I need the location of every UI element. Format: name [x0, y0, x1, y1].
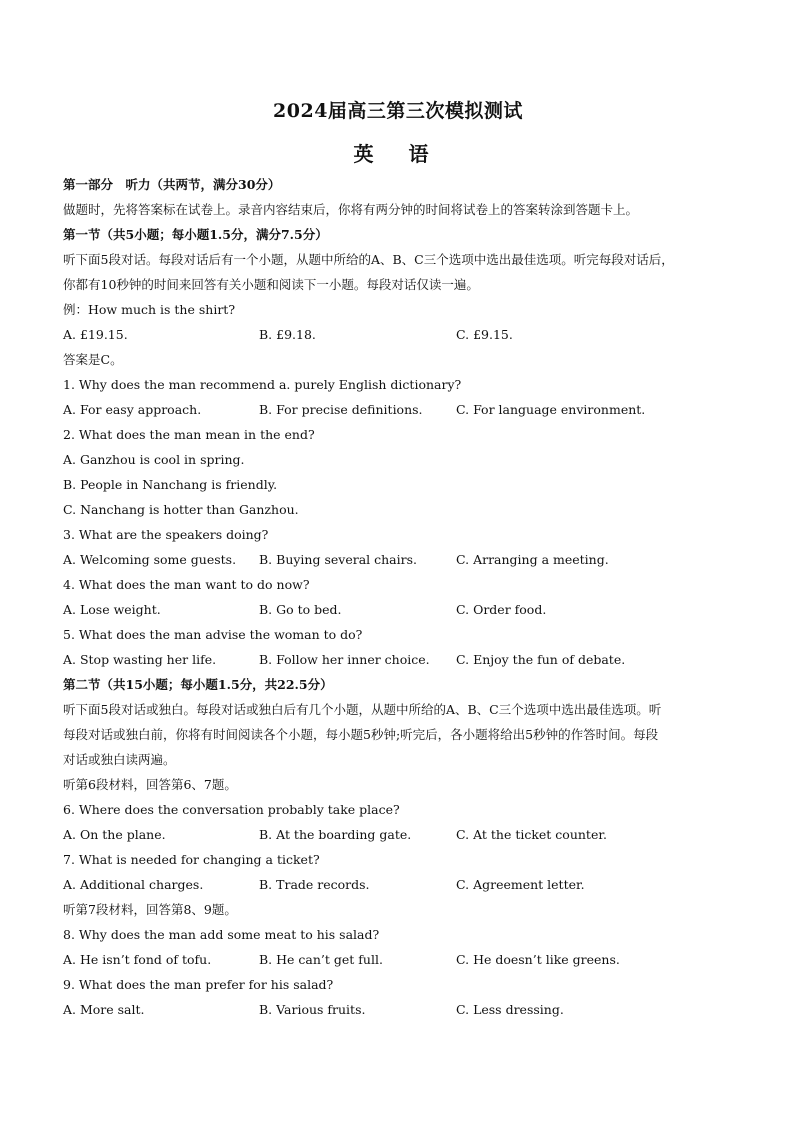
part1-heading: 第一部分 听力（共两节，满分30分） [63, 177, 281, 192]
option-b: B. People in Nanchang is friendly. [63, 477, 278, 492]
option-a: A. Welcoming some guests. [63, 552, 237, 567]
option-b: B. Trade records. [259, 877, 370, 892]
section2-heading: 第二节（共15小题；每小题1.5分，共22.5分） [63, 677, 333, 692]
question-7-options [63, 872, 733, 897]
option-b: B. He can’t get full. [259, 952, 383, 967]
example-option-b: B. £9.18. [259, 327, 316, 342]
question-4: 4. What does the man want to do now? [63, 577, 310, 592]
option-c: C. Less dressing. [456, 1002, 564, 1017]
example-question: 例：How much is the shirt? [63, 302, 236, 317]
question-6-options [63, 822, 733, 847]
option-b: B. Buying several chairs. [259, 552, 417, 567]
option-b: B. Various fruits. [259, 1002, 366, 1017]
question-5: 5. What does the man advise the woman to do? [63, 627, 363, 642]
option-a: A. Ganzhou is cool in spring. [63, 452, 245, 467]
section2-instructions-line3: 对话或独白读两遍。 [63, 752, 176, 767]
question-4-options [63, 597, 733, 622]
part1-instructions: 做题时，先将答案标在试卷上。录音内容结束后，你将有两分钟的时间将试卷上的答案转涂到答题卡上。 [63, 202, 639, 217]
exam-body [63, 172, 733, 1022]
section1-heading: 第一节（共5小题；每小题1.5分，满分7.5分） [63, 227, 328, 242]
question-7: 7. What is needed for changing a ticket? [63, 852, 320, 867]
question-6: 6. Where does the conversation probably take place? [63, 802, 400, 817]
example-answer: 答案是C。 [63, 352, 123, 367]
option-a: A. For easy approach. [63, 402, 202, 417]
question-1: 1. Why does the man recommend a. purely English dictionary? [63, 377, 462, 392]
question-1-options [63, 397, 733, 422]
option-a: A. More salt. [63, 1002, 145, 1017]
option-b: B. At the boarding gate. [259, 827, 412, 842]
exam-title: 2024届高三第三次模拟测试 [273, 100, 523, 122]
question-8-options [63, 947, 733, 972]
option-c: C. At the ticket counter. [456, 827, 607, 842]
option-a: A. On the plane. [63, 827, 166, 842]
question-5-options [63, 647, 733, 672]
option-b: B. For precise definitions. [259, 402, 423, 417]
example-options [63, 322, 733, 347]
section1-instructions-line1: 听下面5段对话。每段对话后有一个小题，从题中所给的A、B、C三个选项中选出最佳选项。听完每段对话后， [63, 252, 674, 267]
option-b: B. Follow her inner choice. [259, 652, 430, 667]
question-2: 2. What does the man mean in the end? [63, 427, 315, 442]
example-option-c: C. £9.15. [456, 327, 513, 342]
section2-instructions-line1: 听下面5段对话或独白。每段对话或独白后有几个小题，从题中所给的A、B、C三个选项中选出最佳选项。听 [63, 702, 662, 717]
question-9-options [63, 997, 733, 1022]
option-a: A. Stop wasting her life. [63, 652, 217, 667]
material-7-heading: 听第7段材料，回答第8、9题。 [63, 902, 237, 917]
question-3-options [63, 547, 733, 572]
question-3: 3. What are the speakers doing? [63, 527, 269, 542]
section2-instructions-line2: 每段对话或独白前，你将有时间阅读各个小题，每小题5秒钟;听完后，各小题将给出5秒钟的作答时间。每段 [63, 727, 659, 742]
option-c: C. Arranging a meeting. [456, 552, 609, 567]
exam-subject: 英 语 [353, 142, 443, 166]
option-a: A. Lose weight. [63, 602, 161, 617]
example-option-a: A. £19.15. [63, 327, 128, 342]
option-c: C. He doesn’t like greens. [456, 952, 620, 967]
option-c: C. Enjoy the fun of debate. [456, 652, 626, 667]
question-8: 8. Why does the man add some meat to his salad? [63, 927, 380, 942]
option-b: B. Go to bed. [259, 602, 342, 617]
option-c: C. Agreement letter. [456, 877, 585, 892]
section1-instructions-line2: 你都有10秒钟的时间来回答有关小题和阅读下一小题。每段对话仅读一遍。 [63, 277, 479, 292]
question-9: 9. What does the man prefer for his salad? [63, 977, 334, 992]
option-c: C. Order food. [456, 602, 547, 617]
option-c: C. Nanchang is hotter than Ganzhou. [63, 502, 299, 517]
option-a: A. He isn’t fond of tofu. [63, 952, 212, 967]
option-c: C. For language environment. [456, 402, 646, 417]
material-6-heading: 听第6段材料，回答第6、7题。 [63, 777, 237, 792]
option-a: A. Additional charges. [63, 877, 204, 892]
